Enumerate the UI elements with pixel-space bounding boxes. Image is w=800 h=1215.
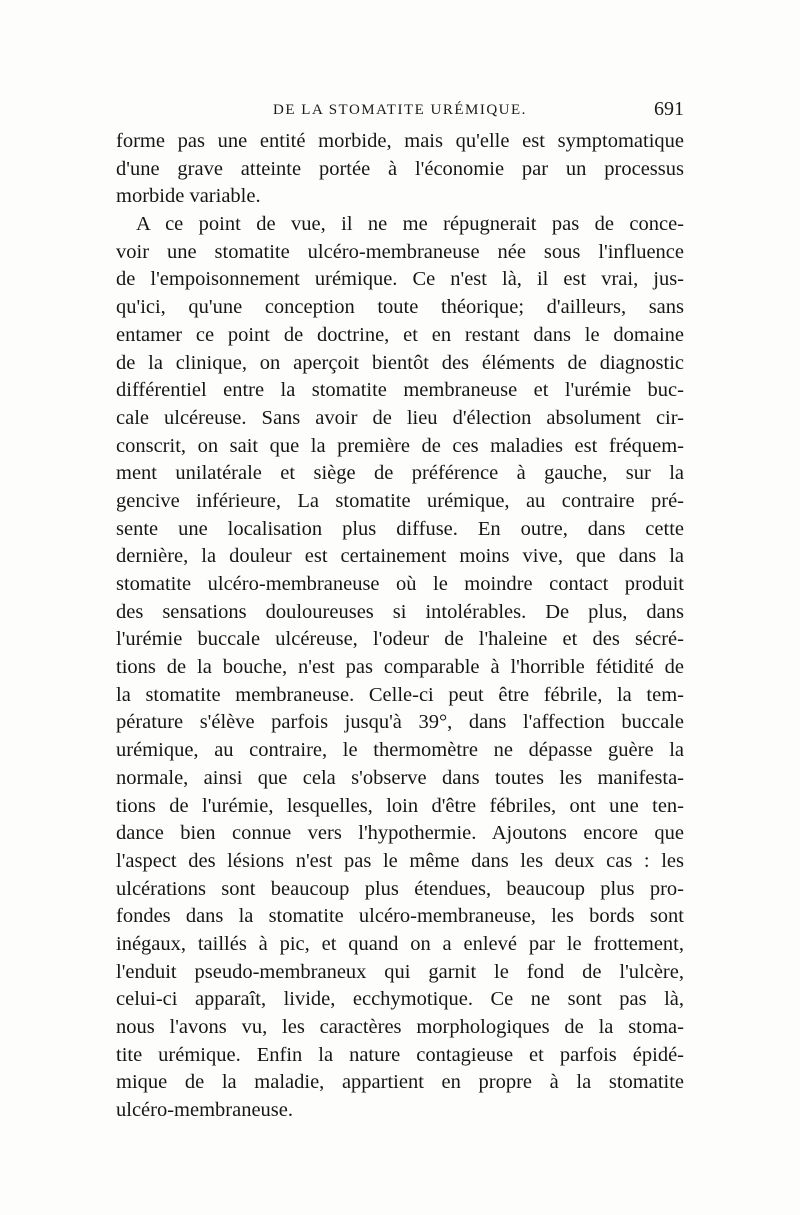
text-line: ulcérations sont beaucoup plus étendues, beaucoup plus pro- [116,877,684,900]
running-head [116,98,684,126]
text-line: stomatite ulcéro-membraneuse où le moindre contact produit [116,573,684,595]
text-line: cale ulcéreuse. Sans avoir de lieu d'élection absolument cir- [116,406,684,429]
text-line: mique de la maladie, appartient en propre à la stomatite [116,1071,684,1094]
text-line: conscrit, on sait que la première de ces maladies est fréquem- [116,434,684,457]
text-line: celui-ci apparaît, livide, ecchymotique. Ce ne sont pas là, [116,988,684,1011]
text-line: fondes dans la stomatite ulcéro-membraneuse, les bords sont [116,905,684,928]
text-line: urémique, au contraire, le thermomètre ne dépasse guère la [116,739,684,762]
text-line: forme pas une entité morbide, mais qu'elle est symptomatique [116,130,684,152]
text-line: dance bien connue vers l'hypothermie. Ajoutons encore que [116,822,684,845]
text-line: tite urémique. Enfin la nature contagieuse et parfois épidé- [116,1043,684,1066]
text-line: de l'empoisonnement urémique. Ce n'est là, il est vrai, jus- [116,268,684,291]
text-line: sente une localisation plus diffuse. En outre, dans cette [116,517,684,540]
running-title: DE LA STOMATITE URÉMIQUE. [273,102,527,118]
text-line: entamer ce point de doctrine, et en restant dans le domaine [116,323,684,346]
text-line: la stomatite membraneuse. Celle-ci peut être fébrile, la tem- [116,683,684,706]
text-line: morbide variable. [116,185,261,208]
text-line: différentiel entre la stomatite membraneuse et l'urémie buc- [116,379,684,402]
text-line: pérature s'élève parfois jusqu'à 39°, dans l'affection buccale [116,711,684,734]
page-number: 691 [654,98,684,120]
text-line: gencive inférieure, La stomatite urémique, au contraire pré- [116,489,684,512]
text-line: l'enduit pseudo-membraneux qui garnit le fond de l'ulcère, [116,960,684,983]
text-line: ulcéro-membraneuse. [116,1099,294,1122]
text-line: qu'ici, qu'une conception toute théorique; d'ailleurs, sans [116,296,684,319]
text-line: l'aspect des lésions n'est pas le même dans les deux cas : les [116,849,684,872]
text-line: normale, ainsi que cela s'observe dans toutes les manifesta- [116,766,684,789]
text-line: ment unilatérale et siège de préférence à gauche, sur la [116,462,684,485]
text-line: l'urémie buccale ulcéreuse, l'odeur de l'haleine et des sécré- [116,628,684,651]
body-text [116,128,684,1125]
paragraph-first-line: A ce point de vue, il ne me répugnerait pas de conce- [136,213,684,236]
text-line: voir une stomatite ulcéro-membraneuse née sous l'influence [116,240,684,263]
text-line: tions de la bouche, n'est pas comparable à l'horrible fétidité de [116,656,684,679]
text-line: de la clinique, on aperçoit bientôt des éléments de diagnostic [116,351,684,374]
text-line: dernière, la douleur est certainement moins vive, que dans la [116,545,684,568]
text-line: des sensations douloureuses si intolérables. De plus, dans [116,600,684,623]
text-line: d'une grave atteinte portée à l'économie par un processus [116,157,684,180]
text-line: nous l'avons vu, les caractères morphologiques de la stoma- [116,1016,684,1038]
text-line: inégaux, taillés à pic, et quand on a enlevé par le frottement, [116,932,684,955]
text-line: tions de l'urémie, lesquelles, loin d'être fébriles, ont une ten- [116,794,684,817]
